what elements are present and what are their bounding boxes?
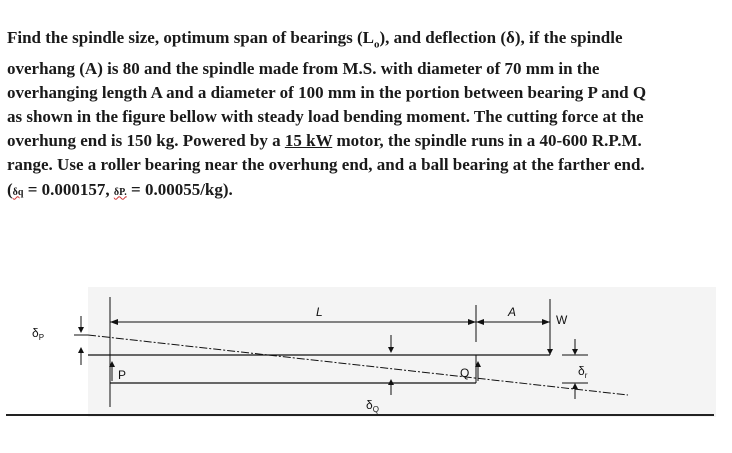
spindle-diagram xyxy=(32,287,716,417)
problem-line-1 xyxy=(7,26,719,57)
delta-q-label: δq xyxy=(12,186,24,198)
label-p: P xyxy=(118,368,127,382)
line7-text-c: = 0.00055/kg). xyxy=(126,179,233,199)
line5-text-b: motor, the spindle runs in a 40-600 R.P.M. xyxy=(332,131,642,151)
problem-line-3: overhanging length A and a diameter of 100 mm in the portion between bearing P and Q xyxy=(7,82,647,102)
dp-arrowhead-bottom xyxy=(78,347,84,353)
problem-line-2: overhang (A) is 80 and the spindle made from M.S. with diameter of 70 mm in the xyxy=(7,58,600,78)
motor-power: 15 kW xyxy=(284,131,333,151)
label-w: W xyxy=(556,313,568,327)
line5-text-a: overhung end is 150 kg. Powered by a xyxy=(7,131,285,151)
label-l: L xyxy=(316,305,323,319)
problem-line-7 xyxy=(7,178,719,205)
line1-text: Find the spindle size, optimum span of bearings (L xyxy=(7,28,374,47)
line1-text-b: ), and deflection (δ), if the spindle xyxy=(379,28,623,47)
label-q: Q xyxy=(460,366,470,380)
delta-q-figure-label: $\delta_Q$ xyxy=(366,398,379,414)
spindle-figure xyxy=(32,287,716,422)
line1-sub: o xyxy=(373,38,380,51)
line7-text-a: ( xyxy=(7,179,13,199)
delta-p-figure-label: $\delta_P$ xyxy=(32,326,45,342)
figure-background xyxy=(88,287,716,417)
problem-statement xyxy=(7,26,719,205)
bottom-rule xyxy=(6,414,714,416)
line7-text-b: = 0.000157, xyxy=(23,179,114,199)
dp-arrowhead-top xyxy=(78,327,84,333)
delta-r-figure-label: $\delta_r$ xyxy=(578,364,588,380)
problem-line-5 xyxy=(7,129,719,153)
problem-line-4: as shown in the figure bellow with steady load bending moment. The cutting force at the xyxy=(7,107,644,126)
delta-p-label: δP. xyxy=(113,186,127,198)
problem-line-6: range. Use a roller bearing near the overhung end, and a ball bearing at the farther end. xyxy=(7,155,645,175)
label-a: A xyxy=(508,305,517,319)
